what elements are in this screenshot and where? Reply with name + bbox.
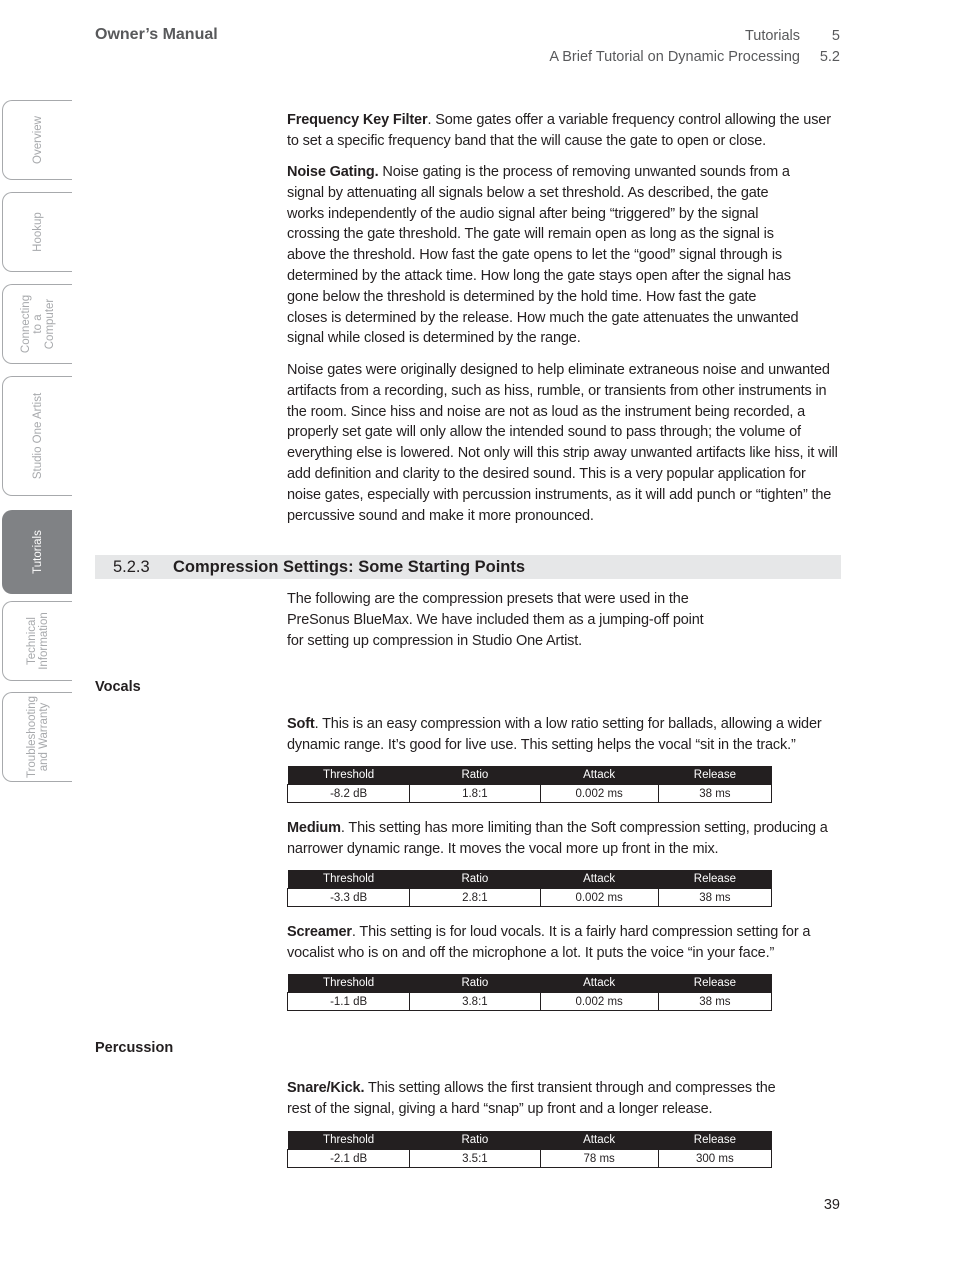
fkf-term: Frequency Key Filter [287, 112, 428, 128]
header-threshold: Threshold [288, 1131, 410, 1150]
noise-gating-paragraph [287, 162, 799, 349]
snare-kick-preset-table [287, 1131, 772, 1168]
soft-text: . This is an easy compression with a low ratio setting for ballads, allowing a wider dynamic range. It’s good for live use. This setting helps the vocal “sit in the track.” [287, 716, 822, 753]
section-number: 5.2.3 [113, 558, 150, 576]
soft-paragraph [287, 714, 842, 756]
section-line [549, 47, 840, 68]
manual-title: Owner’s Manual [95, 26, 218, 43]
header-release: Release [658, 1131, 771, 1150]
release-value: 38 ms [658, 993, 771, 1011]
attack-value: 0.002 ms [540, 785, 658, 803]
table-row [288, 785, 772, 803]
chapter-number: 5 [831, 28, 840, 44]
release-value: 38 ms [658, 889, 771, 907]
tab-overview[interactable] [2, 100, 72, 180]
release-value: 38 ms [658, 785, 771, 803]
header-release: Release [658, 766, 771, 785]
ratio-value: 2.8:1 [410, 889, 540, 907]
threshold-value: -8.2 dB [288, 785, 410, 803]
subhead-percussion: Percussion [95, 1040, 174, 1056]
section-intro [287, 589, 712, 651]
header-ratio: Ratio [410, 766, 540, 785]
screamer-term: Screamer [287, 924, 352, 940]
chapter-line [549, 26, 840, 47]
screamer-paragraph [287, 922, 842, 964]
header-ratio: Ratio [410, 974, 540, 993]
noise-gating-text: Noise gating is the process of removing unwanted sounds from a signal by attenuating all signals below a set threshold. As described, the gate works independently of the audio signal after being “triggered” by the signal crossing the gate threshold. The gate will remain open as long as the signal is above the threshold. How fast the gate opens to let the “good” signal through is determined by the attack time. How long the gate stays open after the signal has gone below the threshold is determined by the hold time. How fast the gate closes is determined by the release. How much the gate attenuates the unwanted signal while closed is determined by the range. [287, 164, 799, 347]
snare-kick-text: This setting allows the first transient through and compresses the rest of the signal, giving a hard “snap” up front and a longer release. [287, 1080, 776, 1117]
threshold-value: -2.1 dB [288, 1150, 410, 1168]
tab-troubleshooting[interactable] [2, 692, 72, 782]
header-threshold: Threshold [288, 870, 410, 889]
medium-paragraph [287, 818, 842, 860]
running-header [549, 26, 840, 68]
page-number: 39 [823, 1197, 840, 1213]
tab-tutorials-label: Tutorials [31, 530, 44, 574]
tab-technical-information[interactable] [2, 601, 72, 681]
tab-studio-one-artist-label: Studio One Artist [31, 392, 44, 480]
table-header-row [288, 766, 772, 785]
subhead-vocals: Vocals [95, 679, 141, 695]
tab-technical-information-label: Technical Information [25, 612, 50, 670]
snare-kick-paragraph [287, 1078, 782, 1120]
ratio-value: 3.5:1 [410, 1150, 540, 1168]
header-ratio: Ratio [410, 1131, 540, 1150]
tab-tutorials[interactable] [2, 510, 72, 594]
header-ratio: Ratio [410, 870, 540, 889]
section-title-header: A Brief Tutorial on Dynamic Processing [549, 49, 800, 65]
noise-gates-text: Noise gates were originally designed to help eliminate extraneous noise and unwanted artifacts from a recording, such as hiss, rumble, or transients from other instruments in the room. Since hiss and noise are not as loud as the instrument being recorded, a properly set gate will only allow the intended sound to pass through; the volume of everything else is lowered. Not only will this strip away unwanted artifacts like hiss, it will add definition and clarity to the desired sound. This is a very popular application for noise gates, especially with percussion instruments, as it will add punch or “tighten” the percussive sound and make it more pronounced. [287, 362, 838, 524]
medium-term: Medium [287, 820, 341, 836]
screamer-text: . This setting is for loud vocals. It is a fairly hard compression setting for a vocalist who is on and off the microphone a lot. It puts the voice “in your face.” [287, 924, 811, 961]
medium-text: . This setting has more limiting than the Soft compression setting, producing a narrower dynamic range. It moves the vocal more up front in the mix. [287, 820, 828, 857]
table-header-row [288, 870, 772, 889]
table-row [288, 889, 772, 907]
header-release: Release [658, 870, 771, 889]
section-heading [95, 555, 841, 579]
frequency-key-filter-paragraph [287, 110, 842, 152]
header-attack: Attack [540, 1131, 658, 1150]
attack-value: 0.002 ms [540, 889, 658, 907]
medium-preset-table [287, 870, 772, 907]
section-title: Compression Settings: Some Starting Points [173, 558, 526, 576]
threshold-value: -1.1 dB [288, 993, 410, 1011]
header-attack: Attack [540, 974, 658, 993]
noise-gates-paragraph [287, 360, 842, 526]
table-row [288, 1150, 772, 1168]
table-header-row [288, 1131, 772, 1150]
tab-overview-label: Overview [31, 116, 44, 164]
header-threshold: Threshold [288, 766, 410, 785]
release-value: 300 ms [658, 1150, 771, 1168]
section-intro-text: The following are the compression presets that were used in the PreSonus BlueMax. We have included them as a jumping-off point for setting up compression in Studio One Artist. [287, 591, 704, 649]
tab-hookup[interactable] [2, 192, 72, 272]
ratio-value: 3.8:1 [410, 993, 540, 1011]
chapter-title: Tutorials [744, 28, 800, 44]
attack-value: 0.002 ms [540, 993, 658, 1011]
section-number-header: 5.2 [819, 49, 840, 65]
fkf-text: . Some gates offer a variable frequency control allowing the user to set a specific frequency band that the will cause the gate to open or close. [287, 112, 831, 149]
noise-gating-term: Noise Gating. [287, 164, 379, 180]
attack-value: 78 ms [540, 1150, 658, 1168]
table-row [288, 993, 772, 1011]
screamer-preset-table [287, 974, 772, 1011]
header-threshold: Threshold [288, 974, 410, 993]
soft-term: Soft [287, 716, 315, 732]
tab-troubleshooting-label: Troubleshooting and Warranty [25, 695, 50, 779]
header-attack: Attack [540, 870, 658, 889]
tab-hookup-label: Hookup [31, 212, 44, 252]
tab-connecting-label: Connecting to a Computer [19, 294, 56, 354]
snare-kick-term: Snare/Kick. [287, 1080, 365, 1096]
ratio-value: 1.8:1 [410, 785, 540, 803]
tab-studio-one-artist[interactable] [2, 376, 72, 496]
threshold-value: -3.3 dB [288, 889, 410, 907]
tab-connecting[interactable] [2, 284, 72, 364]
header-attack: Attack [540, 766, 658, 785]
table-header-row [288, 974, 772, 993]
header-release: Release [658, 974, 771, 993]
soft-preset-table [287, 766, 772, 803]
